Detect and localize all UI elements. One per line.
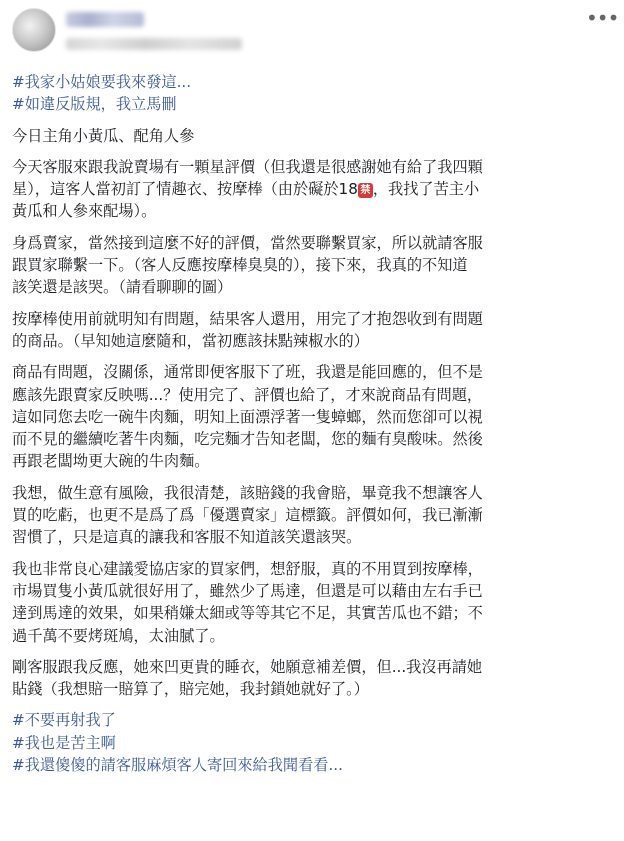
post-body [12,71,608,776]
paragraph-5: 商品有問題，沒關係，通常即便客服下了班，我還是能回應的，但不是 應該先跟賣家反映嗎...？使用完了、評價也給了，才來說商品有問題， 這如同您去吃一碗牛肉麵，明知上面漂浮著一隻蟑螂，然而您卻可以視 而不見的繼續吃著牛肉麵，吃完麵才告知老闆，您的麵有臭酸味。然後 再跟老闆坳更大碗的牛肉麵。 [12,363,483,471]
paragraph-6: 我想，做生意有風險，我很清楚，該賠錢的我會賠，畢竟我不想讓客人 買的吃虧，也更不是爲了爲「優選賣家」這標籤。評價如何，我已漸漸 習慣了，只是這真的讓我和客服不知道該笑還該哭。 [12,483,483,547]
author-avatar[interactable] [12,8,56,52]
paragraph-7: 我也非常良心建議愛協店家的買家們，想舒服，真的不用買到按摩棒， 市場買隻小黃瓜就很好用了，雖然少了馬達，但還是可以藉由左右手已 達到馬達的效果，如果稍嫌太細或等等其它不足，其實苦瓜也不錯；不 過千萬不要烤斑鳩，太油膩了。 [12,559,483,645]
hashtag-link[interactable]: #我也是苦主啊 [12,733,116,752]
paragraph-8: 剛客服跟我反應，她來凹更貴的睡衣，她願意補差價，但...我沒再請她 貼錢（我想賠一賠算了，賠完她，我封鎖她就好了。） [12,657,483,699]
hashtag-link[interactable]: #我還傻傻的請客服麻煩客人寄回來給我聞看看... [12,756,343,775]
hashtag-link[interactable]: #我家小姑娘要我來發這... [12,73,192,91]
author-name-blurred[interactable] [66,12,144,27]
post-meta-blurred [66,38,242,50]
paragraph-2: 今天客服來跟我說賣場有一顆星評價（但我還是很感謝她有給了我四顆 星），這客人當初訂了情趣衣、按摩棒（由於礙於18 禁 ，我找了苦主小 黃瓜和人參來配場）。 [12,157,483,221]
more-horizontal-icon[interactable]: ••• [586,6,619,30]
paragraph-1: 今日主角小黃瓜、配角人參 [12,126,195,145]
hashtag-link[interactable]: #如違反版規，我立馬刪 [12,95,177,114]
post-header [0,0,624,66]
hashtag-link[interactable]: #不要再射我了 [12,711,116,730]
prohibited-18-icon: 禁 [358,183,373,198]
paragraph-3: 身爲賣家，當然接到這麼不好的評價，當然要聯繫買家，所以就請客服 跟買家聯繫一下。（客人反應按摩棒臭臭的），接下來，我真的不知道 該笑還是該哭。（請看聊聊的圖） [12,233,483,297]
paragraph-4: 按摩棒使用前就明知有問題，結果客人還用，用完了才抱怨收到有問題 的商品。（早知她這麼隨和，當初應該抹點辣椒水的） [12,309,483,350]
